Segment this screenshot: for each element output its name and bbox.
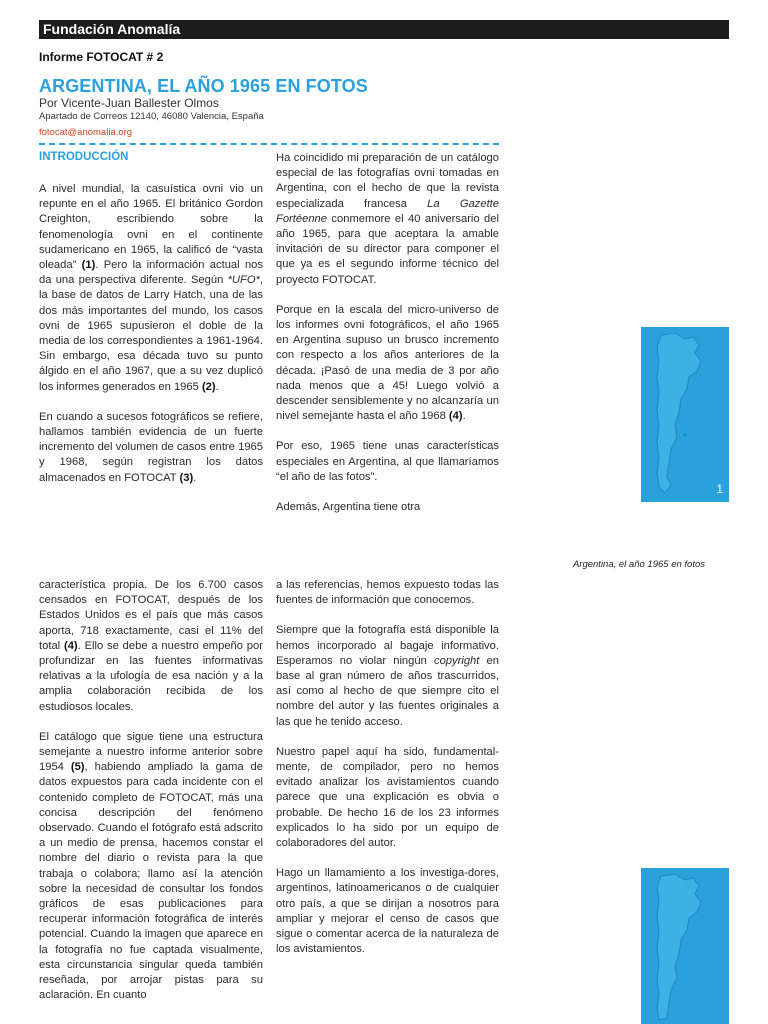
column-left-top — [39, 182, 263, 486]
page-title: ARGENTINA, EL AÑO 1965 EN FOTOS — [39, 76, 368, 96]
paragraph: Por eso, 1965 tiene unas características especiales en Argentina, al que llamaríamos “el año de las fotos”. — [276, 440, 499, 483]
paragraph: a las referencias, hemos expuesto todas las fuentes de información que conocemos. — [276, 579, 499, 607]
report-label: Informe FOTOCAT # 2 — [39, 50, 164, 64]
column-right-top — [276, 151, 499, 515]
reference-marker: (2) — [201, 380, 216, 393]
dashed-divider — [39, 143, 499, 145]
author-line: Por Vicente-Juan Ballester Olmos — [39, 96, 219, 110]
paragraph: En cuando a sucesos fotográficos se refiere, hallamos también evidencia de un fuerte incremento del volumen de casos entre 1965 y 1968, según registran los datos almacenados en FOTOCAT (3). — [39, 410, 263, 484]
paragraph: A nivel mundial, la casuística ovni vio un repunte en el año 1965. El británico Gordon Creighton, escribiendo sobre la fenomenología ovni en el continente sudamericano en 1965, la calificó de “vasta oleada” (1). Pero la información actual nos da una perspectiva diferente. Según *UFO*, la base de datos de Larry Hatch, una de las dos más importantes del mundo, los casos ovni de 1965 supusieron el doble de la media de los correspondientes a 1961-1964. Sin embargo, esa década tuvo su punto álgido en el año 1967, que a su vez duplicó los informes generados en 1965 (2). — [39, 183, 263, 393]
paragraph: Siempre que la fotografía está disponible la hemos incorporado al bagaje informativo. Esperamos no violar ningún copyright en base al gran número de años trascurridos, así como al hecho de que siempre cito el nombre del autor y las fuentes originales a las que he tenido acceso. — [276, 624, 499, 728]
column-left-bottom — [39, 578, 263, 1024]
email-link[interactable]: fotocat@anomalia.org — [39, 127, 133, 138]
argentina-map-icon — [641, 868, 729, 1024]
header-bar — [39, 20, 729, 39]
page-number: 1 — [716, 482, 723, 496]
reference-marker: (1) — [81, 259, 96, 272]
argentina-map-icon — [641, 327, 729, 502]
magazine-title: La Gazette Fortéenne — [276, 197, 500, 225]
argentina-map-figure — [641, 868, 729, 1024]
column-right-bottom — [276, 578, 499, 1024]
paragraph: Porque en la escala del micro-universo de los informes ovni fotográficos, el año 1965 en Argentina supuso un brusco incremento con respecto a los años anteriores de la década. ¡Pasó de una media de 3 por año nada menos que a 45! Luego volvió a descender sensiblemente y no alcanzaría un nivel semejante hasta el año 1968 (4). — [276, 303, 499, 423]
paragraph: El catálogo que sigue tiene una estructura semejante a nuestro informe anterior sobre 1954 (5), habiendo ampliado la gama de datos expuestos para cada incidente con el contenido completo de FOTOCAT, más una concisa descripción del fenómeno observado. Cuando el fotógrafo está adscrito a un medio de prensa, hacemos constar el nombre del diario o revista para la que trabaja o colabora; llamo así la atención sobre la necesidad de consultar los fondos gráficos de esas publicaciones para recuperar información fotográfica de interés potencial. Cuando la imagen que aparece en la fotografía no fue captada visualmente, esta circunstancia singular queda también reseñada, por arrojar pistas para su aclaración. En cuanto — [39, 730, 263, 1002]
postal-address: Apartado de Correos 12140, 46080 Valencia, España — [39, 111, 264, 122]
emphasis: *UFO* — [227, 274, 260, 287]
argentina-map-figure — [641, 327, 729, 502]
reference-marker: (5) — [70, 761, 85, 774]
reference-marker: (4) — [63, 639, 78, 652]
running-title: Argentina, el año 1965 en fotos — [572, 559, 705, 570]
paragraph: Ha coincidido mi preparación de un catálogo especial de las fotografías ovni tomadas en Argentina, con el hecho de que la revista especializada francesa La Gazette Fortéenne conmemore el 40 aniversario del año 1965, para que aceptara la amable invitación de su director para componer el que ya es el segundo informe técnico del proyecto FOTOCAT. — [276, 152, 500, 286]
paragraph: Además, Argentina tiene otra — [276, 501, 421, 514]
paragraph: Hago un llamamiento a los investiga-dores, argentinos, latinoamericanos o de cualquier otro país, a que se dirijan a nosotros para ampliar y mejorar el censo de casos que sigue o comentar acerca de la naturaleza de los avistamientos. — [276, 867, 499, 956]
emphasis: copyright — [433, 654, 480, 667]
paragraph: característica propia. De los 6.700 casos censados en FOTOCAT, después de los Estados Unidos es el país que más casos aporta, 718 exactamente, casi el 11% del total (4). Ello se debe a nuestro empeño por profundizar en las fuentes informativas relativas a la ufología de esa nación y a la amplia colaboración recibida de los estudiosos locales. — [39, 579, 263, 713]
reference-marker: (4) — [448, 410, 463, 423]
section-heading: INTRODUCCIÓN — [39, 151, 129, 163]
paragraph: Nuestro papel aquí ha sido, fundamental-mente, de compilador, pero no hemos evitado analizar los avistamientos cuando parece que una explicación es obvia o probable. De hecho 16 de los 23 informes explicados lo ha sido por un equipo de colaboradores del autor. — [276, 745, 499, 850]
organization-name: Fundación Anomalía — [43, 21, 181, 37]
reference-marker: (3) — [179, 471, 194, 484]
